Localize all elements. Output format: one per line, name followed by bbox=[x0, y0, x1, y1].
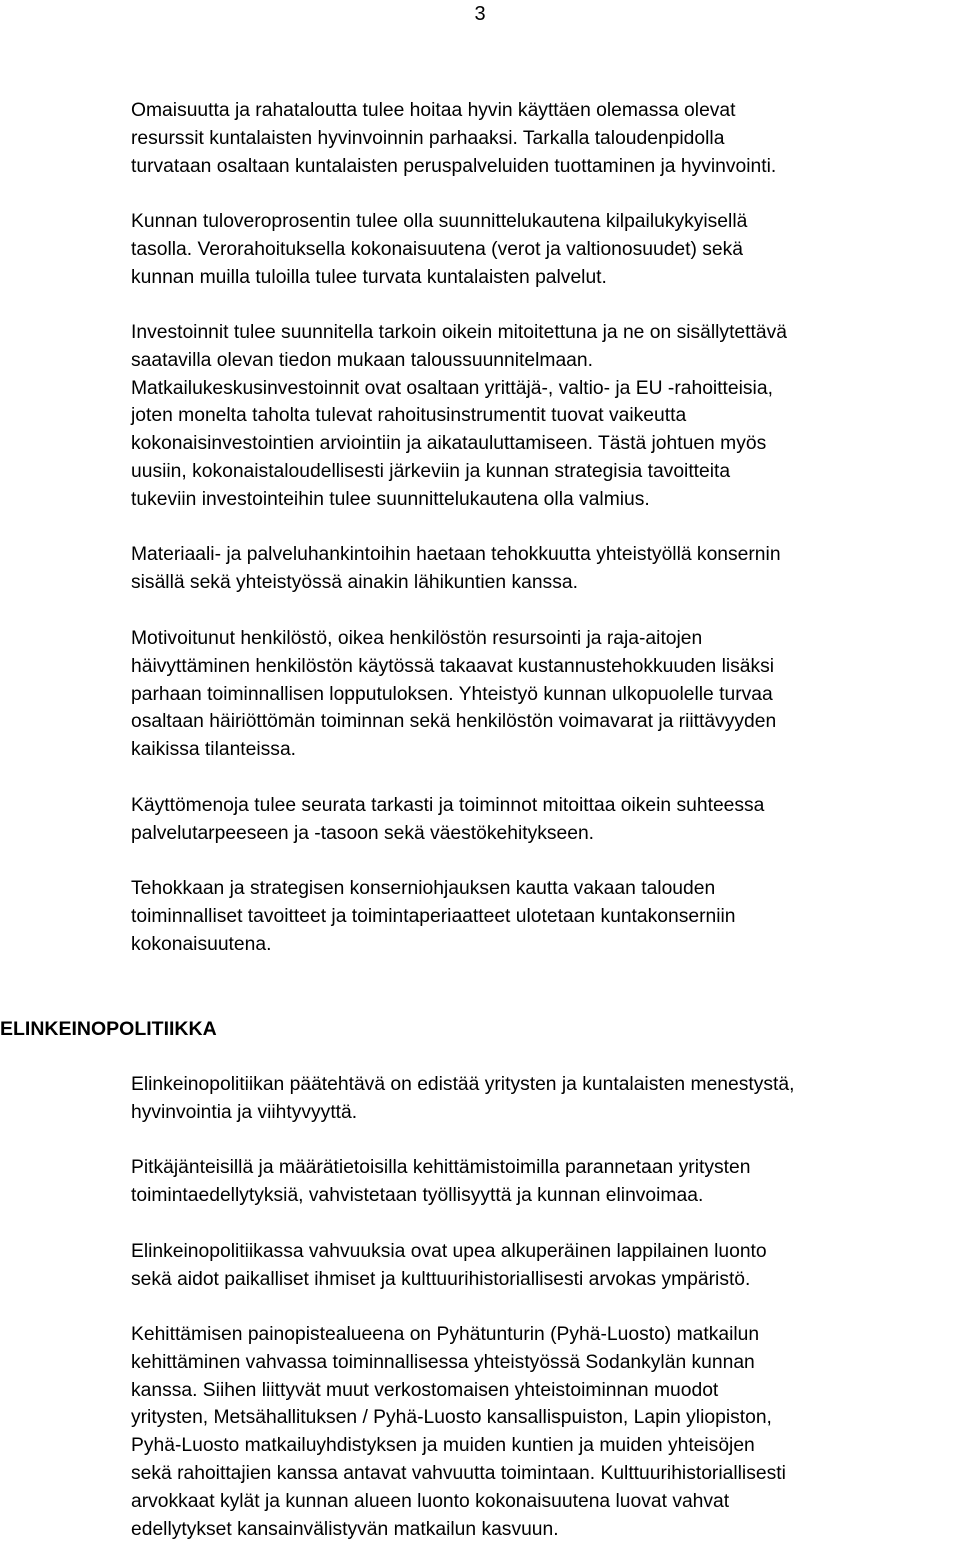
paragraph-tax-rate: Kunnan tuloveroprosentin tulee olla suunnittelukautena kilpailukykyisellä tasolla. Verorahoituksella kokonaisuutena (verot ja valtionosuudet) sekä kunnan muilla tuloilla tulee turvata kuntalaisten palvelut. bbox=[131, 211, 748, 288]
paragraph-asset-management: Omaisuutta ja rahataloutta tulee hoitaa hyvin käyttäen olemassa olevat resurssit kuntalaisten hyvinvoinnin parhaaksi. Tarkalla taloudenpidolla turvataan osaltaan kuntalaisten peruspalveluiden tuottaminen ja hyvinvointi. bbox=[131, 100, 777, 177]
paragraph-tourism-development: Kehittämisen painopistealueena on Pyhätunturin (Pyhä-Luosto) matkailun kehittäminen vahvassa toiminnallisessa yhteistyössä Sodankylän kunnan kanssa. Siihen liittyvät muut verkostomaisen yhteistoiminnan muodot yritysten, Metsähallituksen / Pyhä-Luosto kansallispuiston, Lapin yliopiston, Pyhä-Luosto matkailuyhdistyksen ja muiden kuntien ja muiden yhteisöjen sekä rahoittajien kanssa antavat vahvuutta toimintaan. Kulttuurihistoriallisesti arvokkaat kylät ja kunnan alueen luonto kokonaisuutena luovat vahvat edellytykset kansainvälistyvän matkailun kasvuun. bbox=[131, 1324, 786, 1540]
paragraph-development-measures: Pitkäjänteisillä ja määrätietoisilla kehittämistoimilla parannetaan yritysten toimintaedellytyksiä, vahvistetaan työllisyyttä ja kunnan elinvoimaa. bbox=[131, 1157, 751, 1206]
section-heading-business-policy: ELINKEINOPOLITIIKKA bbox=[0, 1018, 217, 1040]
paragraph-business-policy-goal: Elinkeinopolitiikan päätehtävä on edistää yritysten ja kuntalaisten menestystä, hyvinvointia ja viihtyvyyttä. bbox=[131, 1074, 795, 1123]
paragraph-personnel: Motivoitunut henkilöstö, oikea henkilöstön resursointi ja raja-aitojen häivyttäminen henkilöstön käytössä takaavat kustannustehokkuuden lisäksi parhaan toiminnallisen lopputuloksen. Yhteistyö kunnan ulkopuolelle turvaa osaltaan häiriöttömän toiminnan sekä henkilöstön voimavarat ja riittävyyden kaikissa tilanteissa. bbox=[131, 628, 777, 761]
paragraph-operating-costs: Käyttömenoja tulee seurata tarkasti ja toiminnot mitoittaa oikein suhteessa palvelutarpeeseen ja -tasoon sekä väestökehitykseen. bbox=[131, 795, 765, 844]
paragraph-investments: Investoinnit tulee suunnitella tarkoin oikein mitoitettuna ja ne on sisällytettävä saatavilla olevan tiedon mukaan taloussuunnitelmaan. Matkailukeskusinvestoinnit ovat osaltaan yrittäjä-, valtio- ja EU -rahoitteisia, joten monelta taholta tulevat rahoitusinstrumentit tuovat vaikeutta kokonaisinvestointien arviointiin ja aikatauluttamiseen. Tästä johtuen myös uusiin, kokonaistaloudellisesti järkeviin ja kunnan strategisia tavoitteita tukeviin investointeihin tulee suunnittelukautena olla valmius. bbox=[131, 322, 787, 510]
paragraph-strengths: Elinkeinopolitiikassa vahvuuksia ovat upea alkuperäinen lappilainen luonto sekä aidot paikalliset ihmiset ja kulttuurihistoriallisesti arvokas ympäristö. bbox=[131, 1241, 767, 1290]
page-number: 3 bbox=[474, 3, 486, 25]
paragraph-group-steering: Tehokkaan ja strategisen konserniohjauksen kautta vakaan talouden toiminnalliset tavoitteet ja toimintaperiaatteet ulotetaan kuntakonserniin kokonaisuutena. bbox=[131, 878, 736, 955]
paragraph-procurement: Materiaali- ja palveluhankintoihin haetaan tehokkuutta yhteistyöllä konsernin sisällä sekä yhteistyössä ainakin lähikuntien kanssa. bbox=[131, 544, 781, 593]
